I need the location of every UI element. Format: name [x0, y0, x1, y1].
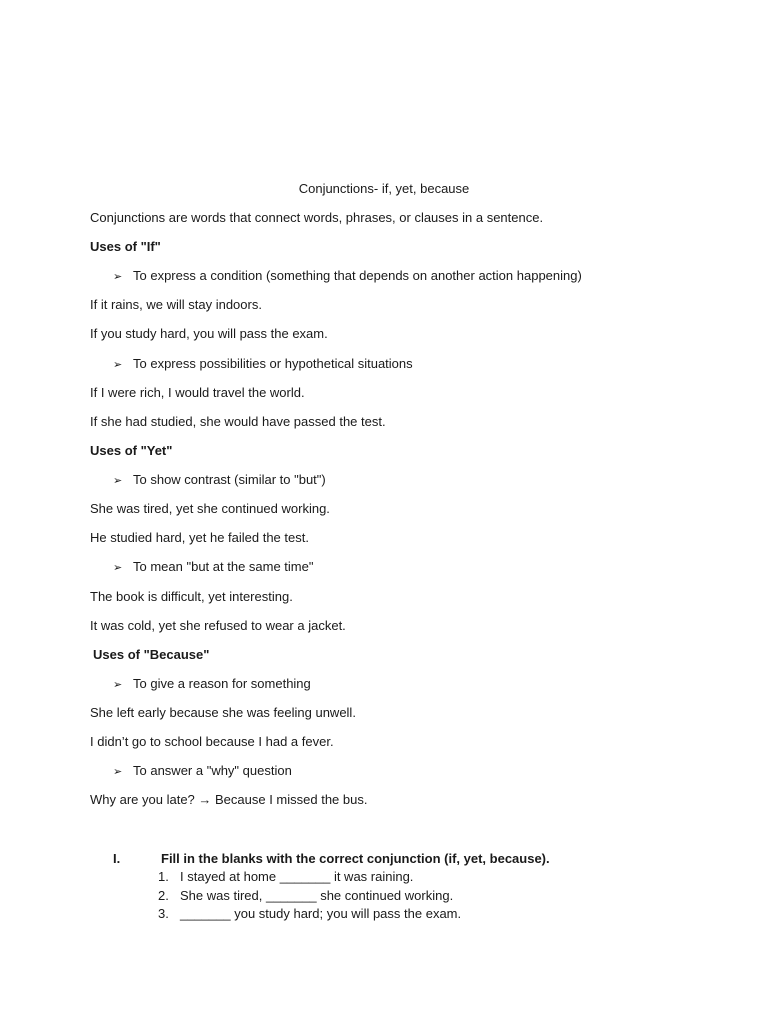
- because-bullet-2: [113, 763, 292, 780]
- exercise-instruction: Fill in the blanks with the correct conjunction (if, yet, because).: [161, 851, 550, 866]
- yet-bullet-1: [113, 472, 326, 489]
- because-heading: Uses of "Because": [93, 647, 210, 662]
- arrow-bullet-icon: ➢: [113, 679, 123, 691]
- if-heading: Uses of "If": [90, 239, 161, 254]
- bullet-text: To give a reason for something: [133, 676, 311, 691]
- arrow-bullet-icon: ➢: [113, 271, 123, 283]
- arrow-bullet-icon: ➢: [113, 359, 123, 371]
- arrow-bullet-icon: ➢: [113, 766, 123, 778]
- exercise-item-text: She was tired, _______ she continued working.: [180, 888, 454, 903]
- yet-example-2: He studied hard, yet he failed the test.: [90, 530, 309, 545]
- if-example-2: If you study hard, you will pass the exam.: [90, 326, 328, 341]
- exercise-item: [158, 869, 558, 885]
- bullet-text: To express possibilities or hypothetical situations: [133, 356, 413, 371]
- if-example-3: If I were rich, I would travel the world.: [90, 385, 305, 400]
- exercise-item-text: I stayed at home _______ it was raining.: [180, 869, 414, 884]
- bullet-text: To show contrast (similar to "but"): [133, 472, 326, 487]
- because-example-3: Why are you late? → Because I missed the bus.: [90, 792, 368, 807]
- exercise-item-number: 2.: [158, 888, 169, 903]
- exercise-item: [158, 888, 558, 904]
- because-example-1: She left early because she was feeling unwell.: [90, 705, 356, 720]
- if-bullet-1: [113, 268, 582, 285]
- page-title: Conjunctions- if, yet, because: [298, 181, 470, 196]
- yet-example-3: The book is difficult, yet interesting.: [90, 589, 293, 604]
- yet-heading: Uses of "Yet": [90, 443, 173, 458]
- exercise-item-text: _______ you study hard; you will pass the exam.: [180, 906, 462, 921]
- if-example-4: If she had studied, she would have passed the test.: [90, 414, 386, 429]
- if-example-1: If it rains, we will stay indoors.: [90, 297, 262, 312]
- because-example-2: I didn’t go to school because I had a fever.: [90, 734, 334, 749]
- arrow-bullet-icon: ➢: [113, 562, 123, 574]
- exercise-item-number: 3.: [158, 906, 169, 921]
- arrow-bullet-icon: ➢: [113, 475, 123, 487]
- intro-text: Conjunctions are words that connect words, phrases, or clauses in a sentence.: [90, 210, 544, 225]
- exercise-numeral: I.: [113, 851, 121, 866]
- because-bullet-1: [113, 676, 311, 693]
- yet-example-1: She was tired, yet she continued working.: [90, 501, 330, 516]
- bullet-text: To express a condition (something that depends on another action happening): [133, 268, 582, 283]
- bullet-text: To answer a "why" question: [133, 763, 292, 778]
- exercise-item: [158, 906, 558, 922]
- yet-example-4: It was cold, yet she refused to wear a jacket.: [90, 618, 346, 633]
- exercise-item-number: 1.: [158, 869, 169, 884]
- if-bullet-2: [113, 356, 413, 373]
- yet-bullet-2: [113, 559, 313, 576]
- bullet-text: To mean "but at the same time": [133, 559, 314, 574]
